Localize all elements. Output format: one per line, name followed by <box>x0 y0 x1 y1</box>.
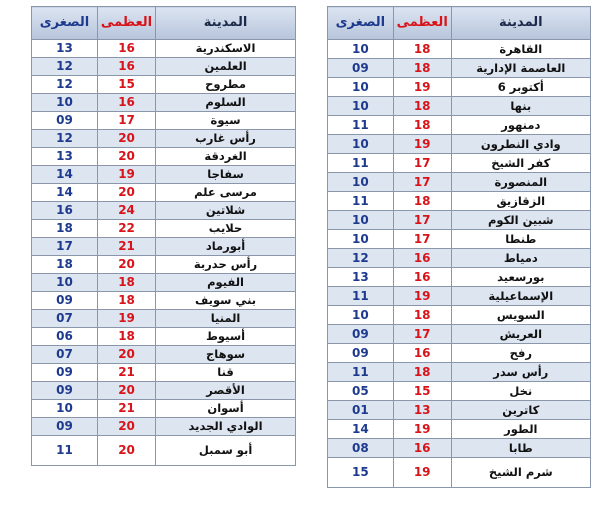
table-row <box>328 116 591 135</box>
table-row <box>328 230 591 249</box>
table-row <box>32 148 296 166</box>
max-temp-cell: 19 <box>393 287 451 306</box>
city-name-cell: الغردقة <box>156 148 296 166</box>
table-body <box>32 40 296 466</box>
city-name-cell: سوهاج <box>156 346 296 364</box>
table-row <box>32 220 296 238</box>
city-name-cell: طنطا <box>451 230 590 249</box>
table-row <box>328 249 591 268</box>
max-temp-cell: 18 <box>393 363 451 382</box>
min-temp-cell: 11 <box>32 436 98 466</box>
city-name-cell: سيوة <box>156 112 296 130</box>
city-name-cell: رأس سدر <box>451 363 590 382</box>
max-temp-cell: 15 <box>98 76 156 94</box>
table-row <box>32 346 296 364</box>
min-temp-cell: 11 <box>328 116 394 135</box>
max-temp-cell: 19 <box>393 135 451 154</box>
table-row <box>32 166 296 184</box>
weather-table-right <box>327 6 591 488</box>
table-row <box>32 328 296 346</box>
city-name-cell: أسيوط <box>156 328 296 346</box>
table-row <box>328 59 591 78</box>
min-temp-cell: 10 <box>32 94 98 112</box>
max-temp-cell: 18 <box>393 97 451 116</box>
max-temp-cell: 18 <box>393 40 451 59</box>
city-name-cell: كاترين <box>451 401 590 420</box>
max-temp-cell: 18 <box>98 328 156 346</box>
max-temp-cell: 17 <box>393 230 451 249</box>
min-temp-cell: 15 <box>328 458 394 488</box>
table-row <box>328 420 591 439</box>
table-body <box>328 40 591 488</box>
min-temp-cell: 05 <box>328 382 394 401</box>
table-row <box>328 135 591 154</box>
city-name-cell: الوادي الجديد <box>156 418 296 436</box>
max-temp-cell: 18 <box>393 116 451 135</box>
max-temp-cell: 20 <box>98 148 156 166</box>
max-temp-cell: 20 <box>98 256 156 274</box>
table-row <box>328 287 591 306</box>
min-temp-cell: 06 <box>32 328 98 346</box>
min-temp-cell: 13 <box>32 40 98 58</box>
min-temp-cell: 10 <box>32 400 98 418</box>
min-temp-cell: 17 <box>32 238 98 256</box>
min-temp-cell: 10 <box>328 135 394 154</box>
max-temp-cell: 16 <box>98 40 156 58</box>
max-temp-cell: 18 <box>393 306 451 325</box>
min-temp-cell: 10 <box>328 306 394 325</box>
min-temp-cell: 09 <box>32 418 98 436</box>
city-name-cell: دمياط <box>451 249 590 268</box>
max-temp-cell: 24 <box>98 202 156 220</box>
table-row <box>32 400 296 418</box>
max-temp-cell: 20 <box>98 130 156 148</box>
city-name-cell: شرم الشيخ <box>451 458 590 488</box>
max-temp-cell: 17 <box>98 112 156 130</box>
table-row <box>328 458 591 488</box>
min-temp-cell: 16 <box>32 202 98 220</box>
max-temp-cell: 19 <box>393 420 451 439</box>
min-temp-cell: 13 <box>32 148 98 166</box>
table-row <box>328 40 591 59</box>
city-name-cell: الزقازيق <box>451 192 590 211</box>
min-temp-cell: 10 <box>328 78 394 97</box>
min-temp-cell: 09 <box>328 59 394 78</box>
city-name-cell: السلوم <box>156 94 296 112</box>
min-temp-cell: 18 <box>32 256 98 274</box>
min-temp-cell: 12 <box>32 76 98 94</box>
max-temp-cell: 20 <box>98 346 156 364</box>
city-name-cell: الطور <box>451 420 590 439</box>
city-name-cell: شلاتين <box>156 202 296 220</box>
city-column-header: المدينة <box>451 7 590 40</box>
max-temp-cell: 22 <box>98 220 156 238</box>
min-temp-cell: 09 <box>32 292 98 310</box>
max-temp-cell: 19 <box>393 78 451 97</box>
min-temp-cell: 14 <box>328 420 394 439</box>
table-row <box>328 306 591 325</box>
max-temp-cell: 16 <box>98 58 156 76</box>
table-row <box>328 382 591 401</box>
city-name-cell: الاسكندرية <box>156 40 296 58</box>
max-temp-cell: 16 <box>98 94 156 112</box>
table-row <box>328 325 591 344</box>
max-temp-cell: 16 <box>393 268 451 287</box>
city-name-cell: رفح <box>451 344 590 363</box>
table-row <box>328 363 591 382</box>
city-name-cell: أبو سمبل <box>156 436 296 466</box>
city-name-cell: طابا <box>451 439 590 458</box>
min-temp-cell: 09 <box>32 382 98 400</box>
max-temp-cell: 18 <box>393 59 451 78</box>
min-temp-cell: 10 <box>328 211 394 230</box>
table-row <box>32 418 296 436</box>
city-name-cell: قنا <box>156 364 296 382</box>
min-temp-cell: 09 <box>32 112 98 130</box>
min-temp-cell: 01 <box>328 401 394 420</box>
weather-table-left <box>31 6 296 466</box>
max-temp-cell: 20 <box>98 418 156 436</box>
table-row <box>32 274 296 292</box>
table-header-row <box>328 7 591 40</box>
table-row <box>32 94 296 112</box>
max-temp-cell: 19 <box>98 310 156 328</box>
table-row <box>32 202 296 220</box>
max-temp-cell: 20 <box>98 382 156 400</box>
table-header-row <box>32 7 296 40</box>
city-name-cell: مطروح <box>156 76 296 94</box>
max-column-header: العظمى <box>393 7 451 40</box>
city-name-cell: بني سويف <box>156 292 296 310</box>
max-temp-cell: 16 <box>393 249 451 268</box>
min-temp-cell: 11 <box>328 287 394 306</box>
min-temp-cell: 09 <box>328 325 394 344</box>
max-temp-cell: 19 <box>98 166 156 184</box>
city-column-header: المدينة <box>156 7 296 40</box>
max-temp-cell: 20 <box>98 184 156 202</box>
table-row <box>328 97 591 116</box>
city-name-cell: الفيوم <box>156 274 296 292</box>
city-name-cell: سفاجا <box>156 166 296 184</box>
city-name-cell: 6 أكتوبر <box>451 78 590 97</box>
min-temp-cell: 12 <box>32 130 98 148</box>
table-row <box>32 112 296 130</box>
max-temp-cell: 17 <box>393 211 451 230</box>
min-temp-cell: 10 <box>32 274 98 292</box>
max-temp-cell: 21 <box>98 364 156 382</box>
city-name-cell: المنيا <box>156 310 296 328</box>
city-name-cell: دمنهور <box>451 116 590 135</box>
min-column-header: الصغرى <box>328 7 394 40</box>
city-name-cell: كفر الشيخ <box>451 154 590 173</box>
city-name-cell: بنها <box>451 97 590 116</box>
table-row <box>328 344 591 363</box>
min-temp-cell: 14 <box>32 166 98 184</box>
city-name-cell: الأقصر <box>156 382 296 400</box>
city-name-cell: أسوان <box>156 400 296 418</box>
table-row <box>328 268 591 287</box>
table-row <box>32 184 296 202</box>
city-name-cell: رأس غارب <box>156 130 296 148</box>
temperature-table <box>327 6 591 488</box>
max-temp-cell: 16 <box>393 439 451 458</box>
table-row <box>32 238 296 256</box>
min-temp-cell: 10 <box>328 230 394 249</box>
city-name-cell: المنصورة <box>451 173 590 192</box>
city-name-cell: نخل <box>451 382 590 401</box>
table-row <box>328 173 591 192</box>
min-temp-cell: 13 <box>328 268 394 287</box>
table-row <box>328 211 591 230</box>
min-temp-cell: 11 <box>328 363 394 382</box>
table-row <box>32 382 296 400</box>
max-temp-cell: 17 <box>393 325 451 344</box>
city-name-cell: العاصمة الإدارية <box>451 59 590 78</box>
temperature-table <box>31 6 296 466</box>
min-column-header: الصغرى <box>32 7 98 40</box>
min-temp-cell: 11 <box>328 192 394 211</box>
min-temp-cell: 11 <box>328 154 394 173</box>
min-temp-cell: 18 <box>32 220 98 238</box>
table-row <box>32 58 296 76</box>
max-column-header: العظمى <box>98 7 156 40</box>
city-name-cell: أبورماد <box>156 238 296 256</box>
max-temp-cell: 17 <box>393 173 451 192</box>
table-row <box>32 256 296 274</box>
min-temp-cell: 09 <box>328 344 394 363</box>
table-row <box>328 439 591 458</box>
min-temp-cell: 12 <box>32 58 98 76</box>
table-row <box>328 401 591 420</box>
max-temp-cell: 19 <box>393 458 451 488</box>
max-temp-cell: 16 <box>393 344 451 363</box>
table-row <box>328 192 591 211</box>
table-row <box>32 436 296 466</box>
table-row <box>328 154 591 173</box>
city-name-cell: القاهرة <box>451 40 590 59</box>
table-row <box>328 78 591 97</box>
table-row <box>32 130 296 148</box>
max-temp-cell: 15 <box>393 382 451 401</box>
max-temp-cell: 18 <box>98 292 156 310</box>
min-temp-cell: 10 <box>328 173 394 192</box>
city-name-cell: وادي النطرون <box>451 135 590 154</box>
min-temp-cell: 07 <box>32 310 98 328</box>
min-temp-cell: 08 <box>328 439 394 458</box>
max-temp-cell: 18 <box>98 274 156 292</box>
min-temp-cell: 10 <box>328 97 394 116</box>
table-row <box>32 76 296 94</box>
max-temp-cell: 20 <box>98 436 156 466</box>
city-name-cell: مرسى علم <box>156 184 296 202</box>
min-temp-cell: 09 <box>32 364 98 382</box>
city-name-cell: شبين الكوم <box>451 211 590 230</box>
city-name-cell: الإسماعيلية <box>451 287 590 306</box>
min-temp-cell: 14 <box>32 184 98 202</box>
max-temp-cell: 21 <box>98 400 156 418</box>
min-temp-cell: 07 <box>32 346 98 364</box>
city-name-cell: العلمين <box>156 58 296 76</box>
city-name-cell: رأس حدربة <box>156 256 296 274</box>
max-temp-cell: 17 <box>393 154 451 173</box>
min-temp-cell: 12 <box>328 249 394 268</box>
table-row <box>32 364 296 382</box>
max-temp-cell: 18 <box>393 192 451 211</box>
city-name-cell: العريش <box>451 325 590 344</box>
min-temp-cell: 10 <box>328 40 394 59</box>
city-name-cell: بورسعيد <box>451 268 590 287</box>
city-name-cell: السويس <box>451 306 590 325</box>
max-temp-cell: 13 <box>393 401 451 420</box>
table-row <box>32 40 296 58</box>
table-row <box>32 292 296 310</box>
table-row <box>32 310 296 328</box>
max-temp-cell: 21 <box>98 238 156 256</box>
city-name-cell: حلايب <box>156 220 296 238</box>
